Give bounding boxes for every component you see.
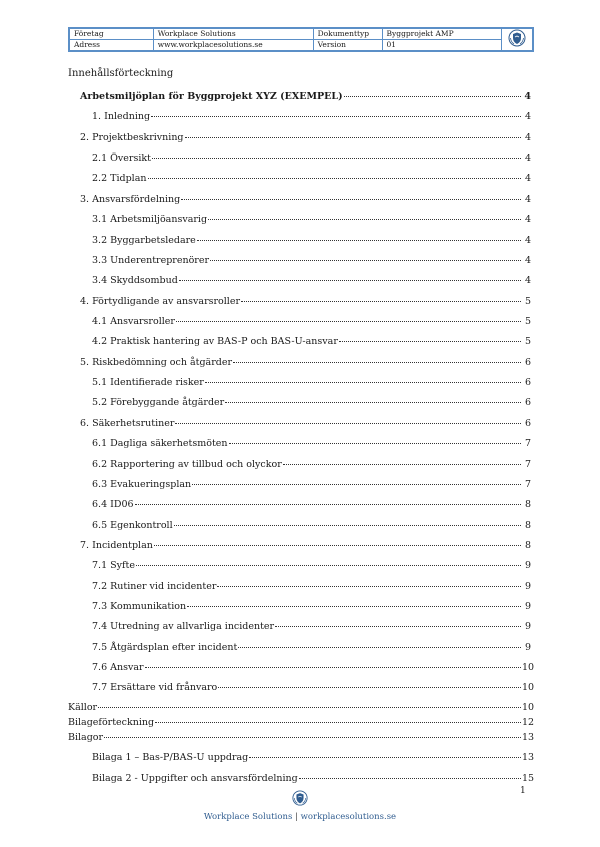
toc-entry-page: 6: [524, 357, 531, 368]
toc-entry-page: 4: [524, 132, 531, 143]
toc-entry-text: 6.1 Dagliga säkerhetsmöten: [92, 438, 228, 449]
toc-leader-dots: [229, 443, 521, 444]
toc-leader-dots: [174, 525, 521, 526]
toc-entry-page: 6: [524, 418, 531, 429]
toc-entry[interactable]: [92, 752, 535, 766]
toc-entry-text: 1. Inledning: [92, 111, 151, 122]
toc-entry[interactable]: [92, 214, 531, 228]
toc-leader-dots: [187, 606, 521, 607]
toc-entry[interactable]: [92, 601, 531, 615]
toc-entry[interactable]: [92, 773, 535, 787]
toc-entry-text: 4. Förtydligande av ansvarsroller: [80, 296, 241, 307]
toc-entry-text: Arbetsmiljöplan för Byggprojekt XYZ (EXEMPEL): [80, 91, 343, 102]
toc-entry-text: 7.4 Utredning av allvarliga incidenter: [92, 621, 275, 632]
toc-entry[interactable]: [92, 682, 535, 696]
toc-entry-text: 3.1 Arbetsmiljöansvarig: [92, 214, 208, 225]
toc-entry-page: 13: [522, 732, 535, 743]
toc-leader-dots: [176, 321, 521, 322]
toc-entry-text: 7.3 Kommunikation: [92, 601, 187, 612]
toc-leader-dots: [179, 280, 521, 281]
toc-entry-page: 4: [524, 194, 531, 205]
toc-leader-dots: [175, 423, 521, 424]
toc-entry-text: 5. Riskbedömning och åtgärder: [80, 357, 232, 368]
toc-entry-text: 6.5 Egenkontroll: [92, 520, 173, 531]
toc-entry[interactable]: [92, 316, 531, 330]
toc-entry[interactable]: [92, 397, 531, 411]
version-label: Version: [313, 40, 382, 51]
toc-leader-dots: [104, 737, 521, 738]
toc-entry-page: 9: [524, 560, 531, 571]
toc-entry-page: 9: [524, 642, 531, 653]
toc-entry-text: 7.7 Ersättare vid frånvaro: [92, 682, 218, 693]
footer-separator: |: [295, 812, 298, 822]
toc-entry[interactable]: [68, 732, 535, 746]
toc-entry-page: 5: [524, 316, 531, 327]
toc-entry-page: 8: [524, 499, 531, 510]
toc-entry-text: 2.1 Översikt: [92, 153, 151, 164]
toc-leader-dots: [217, 586, 521, 587]
toc-leader-dots: [249, 757, 521, 758]
toc-entry-text: 7. Incidentplan: [80, 540, 153, 551]
toc-leader-dots: [148, 178, 522, 179]
toc-entry-text: 3.2 Byggarbetsledare: [92, 235, 196, 246]
toc-entry[interactable]: [92, 336, 531, 350]
toc-entry[interactable]: [92, 479, 531, 493]
toc-leader-dots: [205, 382, 521, 383]
toc-entry-page: 15: [522, 773, 535, 784]
toc-entry-text: 5.1 Identifierade risker: [92, 377, 204, 388]
toc-entry-text: Bilagor: [68, 732, 104, 743]
toc-title: Innehållsförteckning: [68, 68, 174, 79]
toc-leader-dots: [225, 402, 521, 403]
toc-entry[interactable]: [92, 377, 531, 391]
toc-entry-page: 8: [524, 540, 531, 551]
toc-entry[interactable]: [92, 621, 531, 635]
toc-entry[interactable]: [92, 520, 531, 534]
toc-entry[interactable]: [92, 642, 531, 656]
toc-entry-page: 4: [524, 111, 531, 122]
toc-entry[interactable]: [92, 662, 535, 676]
toc-entry[interactable]: [80, 357, 531, 371]
toc-entry[interactable]: [92, 459, 531, 473]
toc-entry[interactable]: [80, 91, 531, 105]
doctype-value: Byggprojekt AMP: [382, 29, 502, 40]
toc-entry-page: 4: [524, 173, 531, 184]
toc-entry-page: 10: [522, 662, 535, 673]
toc-entry[interactable]: [92, 581, 531, 595]
toc-leader-dots: [152, 158, 521, 159]
toc-entry-text: 5.2 Förebyggande åtgärder: [92, 397, 225, 408]
toc-entry[interactable]: [92, 173, 531, 187]
toc-entry-page: 9: [524, 621, 531, 632]
toc-entry-text: Källor: [68, 702, 98, 713]
toc-entry[interactable]: [80, 296, 531, 310]
toc-leader-dots: [151, 116, 521, 117]
toc-entry-page: 4: [524, 275, 531, 286]
company-value: Workplace Solutions: [153, 29, 313, 40]
toc-entry-page: 13: [522, 752, 535, 763]
toc-entry-page: 9: [524, 581, 531, 592]
toc-leader-dots: [208, 219, 521, 220]
toc-entry-text: 6.3 Evakueringsplan: [92, 479, 192, 490]
toc-leader-dots: [283, 464, 521, 465]
toc-entry-page: 4: [524, 91, 531, 102]
toc-leader-dots: [344, 96, 521, 97]
footer-logo-icon: [0, 790, 600, 810]
toc-entry[interactable]: [92, 560, 531, 574]
address-value: www.workplacesolutions.se: [153, 40, 313, 51]
toc-entry[interactable]: [68, 702, 535, 716]
toc-leader-dots: [145, 667, 521, 668]
toc-leader-dots: [339, 341, 521, 342]
address-label: Adress: [70, 40, 154, 51]
toc-leader-dots: [135, 504, 521, 505]
toc-entry-text: 2. Projektbeskrivning: [80, 132, 184, 143]
toc-entry-text: Bilageförteckning: [68, 717, 155, 728]
toc-leader-dots: [181, 199, 521, 200]
toc-entry-text: 7.5 Åtgärdsplan efter incident: [92, 642, 238, 653]
toc-leader-dots: [233, 362, 521, 363]
toc-entry[interactable]: [80, 132, 531, 146]
toc-entry-page: 6: [524, 377, 531, 388]
header-logo-icon: [502, 29, 533, 51]
toc-entry[interactable]: [80, 194, 531, 208]
toc-entry-page: 10: [522, 702, 535, 713]
toc-leader-dots: [154, 545, 521, 546]
toc-entry-page: 7: [524, 479, 531, 490]
toc-leader-dots: [218, 687, 521, 688]
toc-entry-page: 8: [524, 520, 531, 531]
toc-entry-text: 2.2 Tidplan: [92, 173, 147, 184]
toc-leader-dots: [299, 778, 521, 779]
document-header: [68, 27, 534, 52]
toc-entry[interactable]: [92, 255, 531, 269]
toc-leader-dots: [197, 240, 521, 241]
toc-entry[interactable]: [92, 438, 531, 452]
toc-entry-page: 5: [524, 296, 531, 307]
toc-entry-page: 6: [524, 397, 531, 408]
toc-entry[interactable]: [68, 717, 535, 731]
toc-entry-text: Bilaga 1 – Bas-P/BAS-U uppdrag: [92, 752, 249, 763]
toc-entry-page: 10: [522, 682, 535, 693]
toc-entry-page: 7: [524, 438, 531, 449]
toc-entry-page: 5: [524, 336, 531, 347]
toc-entry-text: 6.2 Rapportering av tillbud och olyckor: [92, 459, 282, 470]
toc-entry-page: 4: [524, 153, 531, 164]
toc-leader-dots: [210, 260, 521, 261]
page-number: 1: [520, 786, 526, 796]
toc-entry-page: 7: [524, 459, 531, 470]
toc-entry[interactable]: [80, 540, 531, 554]
toc-leader-dots: [275, 626, 521, 627]
toc-entry-text: 7.2 Rutiner vid incidenter: [92, 581, 217, 592]
toc-entry-text: 3.3 Underentreprenörer: [92, 255, 210, 266]
toc-leader-dots: [185, 137, 521, 138]
toc-entry-text: 6.4 ID06: [92, 499, 134, 510]
toc-leader-dots: [192, 484, 521, 485]
toc-entry-page: 4: [524, 255, 531, 266]
toc-entry[interactable]: [92, 275, 531, 289]
toc-leader-dots: [238, 647, 521, 648]
toc-entry-page: 4: [524, 214, 531, 225]
toc-entry-text: 7.6 Ansvar: [92, 662, 144, 673]
version-value: 01: [382, 40, 502, 51]
toc-entry[interactable]: [92, 111, 531, 125]
toc-leader-dots: [136, 565, 521, 566]
toc-entry-page: 12: [522, 717, 535, 728]
toc-entry-text: 3. Ansvarsfördelning: [80, 194, 181, 205]
toc-entry-text: Bilaga 2 - Uppgifter och ansvarsfördelning: [92, 773, 298, 784]
footer-company: Workplace Solutions: [203, 812, 293, 822]
toc-entry-page: 9: [524, 601, 531, 612]
toc-leader-dots: [241, 301, 521, 302]
toc-entry-text: 4.2 Praktisk hantering av BAS-P och BAS-U-ansvar: [92, 336, 338, 347]
toc-entry[interactable]: [92, 153, 531, 167]
toc-entry-text: 7.1 Syfte: [92, 560, 135, 571]
company-label: Företag: [70, 29, 154, 40]
toc-entry-text: 3.4 Skyddsombud: [92, 275, 178, 286]
toc-entry[interactable]: [92, 235, 531, 249]
toc-entry-text: 4.1 Ansvarsroller: [92, 316, 175, 327]
page-footer: [0, 790, 600, 822]
doctype-label: Dokumenttyp: [313, 29, 382, 40]
toc-entry-text: 6. Säkerhetsrutiner: [80, 418, 175, 429]
toc-entry[interactable]: [92, 499, 531, 513]
toc-leader-dots: [155, 722, 521, 723]
toc-leader-dots: [98, 707, 521, 708]
toc-entry-page: 4: [524, 235, 531, 246]
footer-website[interactable]: workplacesolutions.se: [300, 812, 397, 822]
toc-entry[interactable]: [80, 418, 531, 432]
